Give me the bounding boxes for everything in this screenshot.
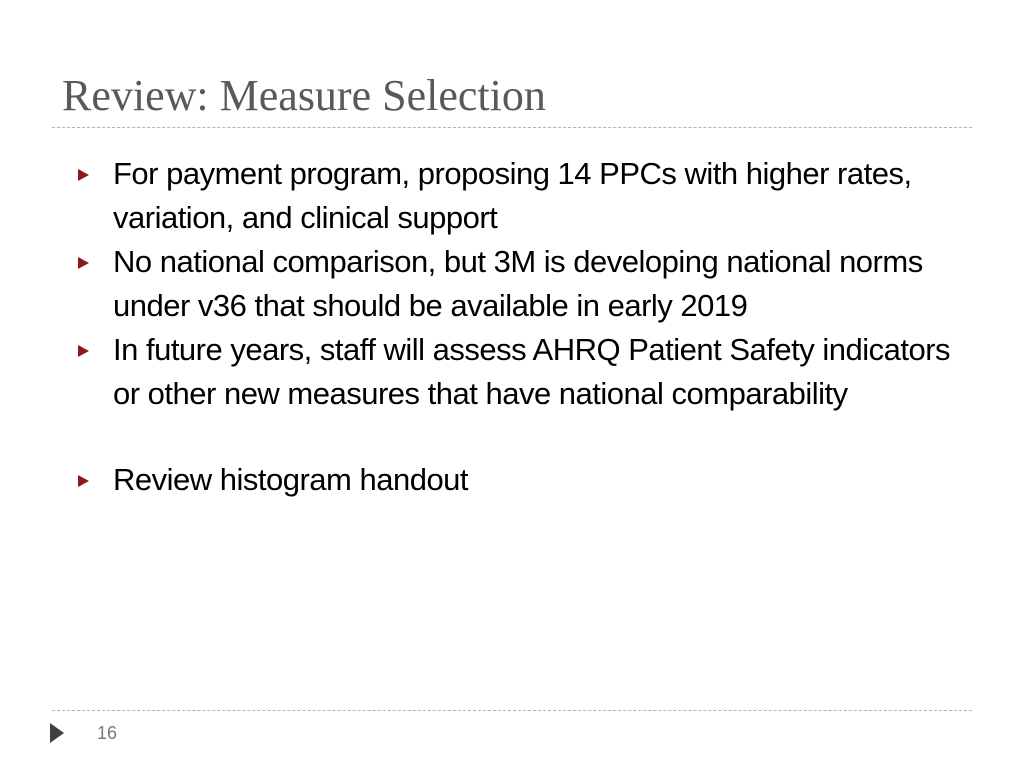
triangle-right-icon bbox=[78, 345, 89, 357]
bullet-text: No national comparison, but 3M is developing national norms under v36 that should be available in early 2019 bbox=[113, 244, 923, 323]
play-arrow-icon bbox=[50, 723, 64, 743]
bullet-text: In future years, staff will assess AHRQ Patient Safety indicators or other new measures that have national comparability bbox=[113, 332, 951, 411]
bullet-list bbox=[78, 152, 978, 502]
bullet-text: For payment program, proposing 14 PPCs with higher rates, variation, and clinical support bbox=[113, 156, 912, 235]
triangle-right-icon bbox=[78, 169, 89, 181]
triangle-right-icon bbox=[78, 475, 89, 487]
page-number: 16 bbox=[97, 723, 118, 743]
bullet-item bbox=[78, 458, 978, 502]
slide-title: Review: Measure Selection bbox=[62, 71, 546, 120]
bullet-item bbox=[78, 240, 978, 328]
footer-divider bbox=[52, 710, 972, 711]
bullet-item bbox=[78, 152, 978, 240]
bullet-item bbox=[78, 328, 978, 416]
title-divider bbox=[52, 127, 972, 128]
bullet-text: Review histogram handout bbox=[113, 462, 469, 497]
triangle-right-icon bbox=[78, 257, 89, 269]
